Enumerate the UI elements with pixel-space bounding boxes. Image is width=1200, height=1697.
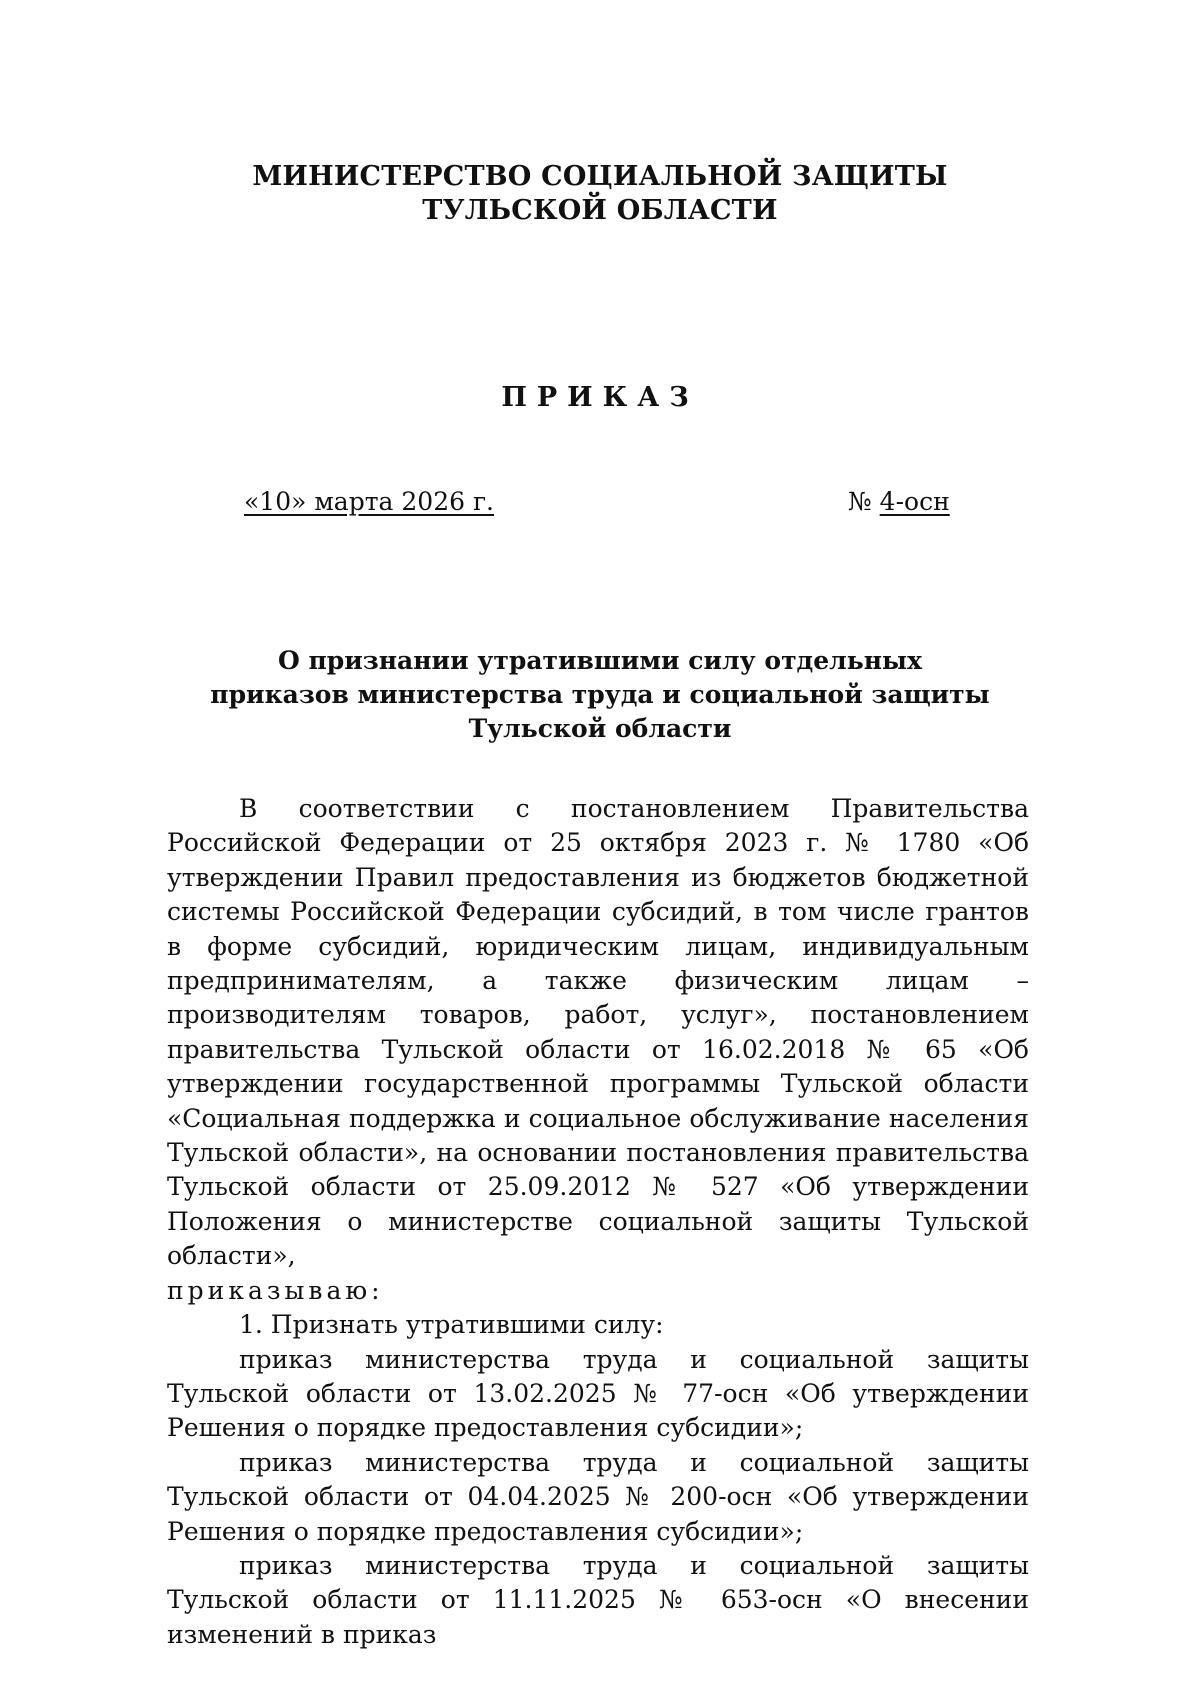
title-line-2: приказов министерства труда и социальной защиты <box>210 680 990 709</box>
title-line-3: Тульской области <box>468 714 732 743</box>
ministry-line-2: ТУЛЬСКОЙ ОБЛАСТИ <box>422 195 778 226</box>
order-word: приказываю: <box>167 1275 384 1305</box>
item-1: 1. Признать утратившими силу: <box>239 1310 664 1340</box>
repealed-order-2: приказ министерства труда и социальной защиты Тульской области от 04.04.2025 № 200-осн «Об утверждении Решения о порядке предоставления субсидии»; <box>167 1447 1029 1546</box>
document-title <box>0 644 1200 746</box>
title-line-1: О признании утратившими силу отдельных <box>278 646 922 675</box>
preamble-paragraph: В соответствии с постановлением Правительства Российской Федерации от 25 октября 2023 г. № 1780 «Об утверждении Правил предоставления из бюджетов бюджетной системы Российской Федерации субсидий, в том числе грантов в форме субсидий, юридическим лицам, индивидуальным предпринимателям, а также физическим лицам – производителям товаров, работ, услуг», постановлением правительства Тульской области от 16.02.2018 № 65 «Об утверждении государственной программы Тульской области «Социальная поддержка и социальное обслуживание населения Тульской области», на основании постановления правительства Тульской области от 25.09.2012 № 527 «Об утверждении Положения о министерстве социальной защиты Тульской области», <box>167 794 1029 1271</box>
ministry-line-1: МИНИСТЕРСТВО СОЦИАЛЬНОЙ ЗАЩИТЫ <box>252 161 948 192</box>
document-date: «10» марта 2026 г. <box>244 487 494 516</box>
number-value: 4-осн <box>879 487 950 516</box>
document-number <box>848 487 950 516</box>
ministry-header <box>0 160 1200 228</box>
repealed-order-3: приказ министерства труда и социальной защиты Тульской области от 11.11.2025 № 653-осн «О внесении изменений в приказ <box>167 1550 1029 1649</box>
repealed-order-1: приказ министерства труда и социальной защиты Тульской области от 13.02.2025 № 77-осн «Об утверждении Решения о порядке предоставления субсидии»; <box>167 1344 1029 1443</box>
document-type: ПРИКАЗ <box>501 382 699 413</box>
document-body <box>167 792 1029 1652</box>
number-label: № <box>848 487 872 516</box>
